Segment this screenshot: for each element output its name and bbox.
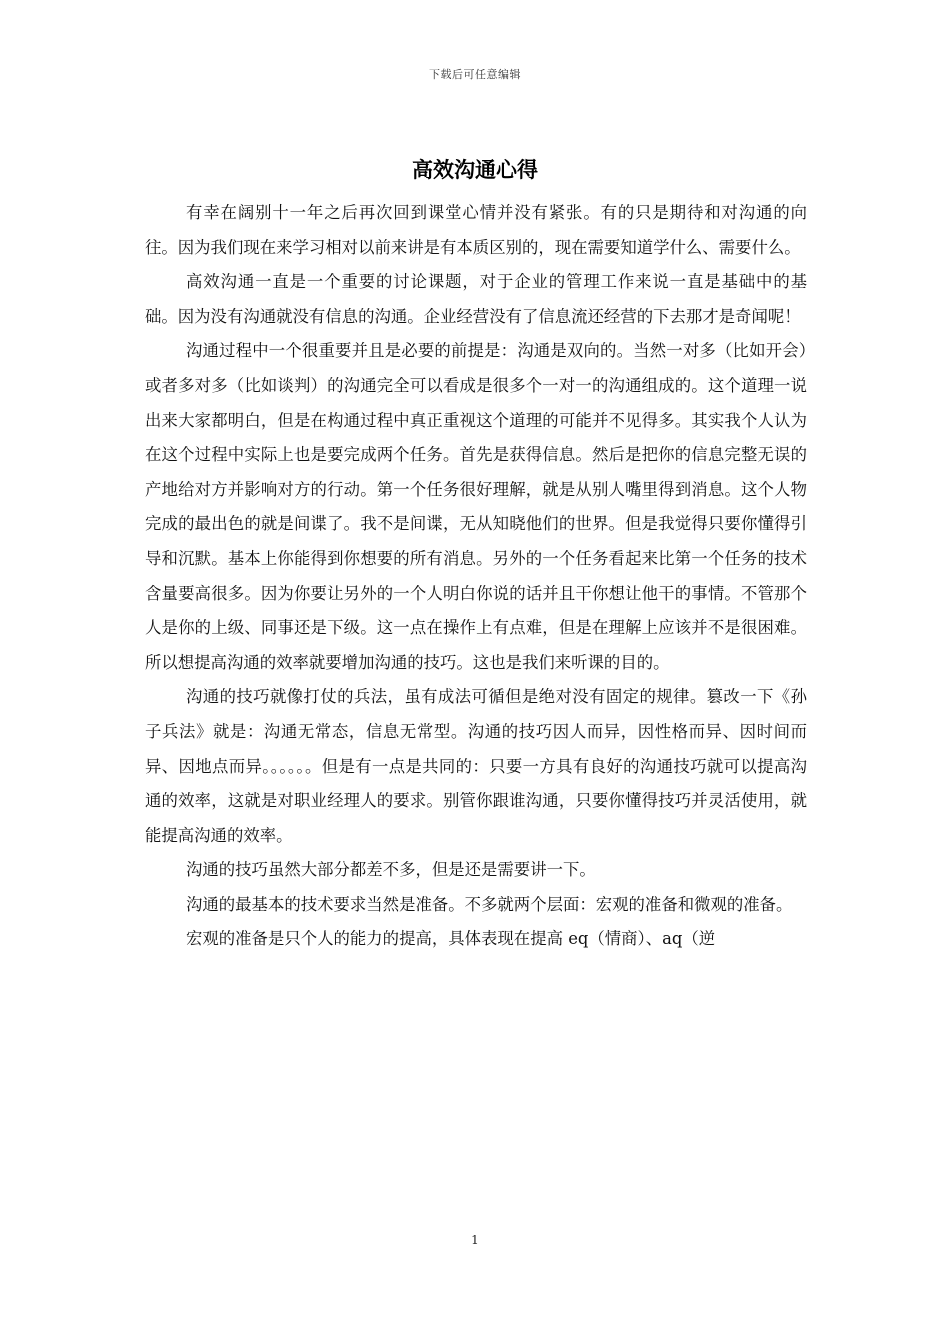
paragraph: 沟通的技巧就像打仗的兵法，虽有成法可循但是绝对没有固定的规律。篡改一下《孙子兵法》就是：沟通无常态，信息无常型。沟通的技巧因人而异，因性格而异、因时间而异、因地点而异。。。。。。但是有一点是共同的：只要一方具有良好的沟通技巧就可以提高沟通的效率，这就是对职业经理人的要求。别管你跟谁沟通，只要你懂得技巧并灵活使用，就能提高沟通的效率。 [145,687,807,845]
document-title: 高效沟通心得 [412,157,538,182]
document-body [145,196,807,957]
paragraph: 有幸在阔别十一年之后再次回到课堂心情并没有紧张。有的只是期待和对沟通的向往。因为我们现在来学习相对以前来讲是有本质区别的，现在需要知道学什么、需要什么。 [145,203,807,257]
page-number: 1 [471,1233,479,1247]
paragraph: 高效沟通一直是一个重要的讨论课题，对于企业的管理工作来说一直是基础中的基础。因为没有沟通就没有信息的沟通。企业经营没有了信息流还经营的下去那才是奇闻呢！ [145,272,807,326]
paragraph: 沟通过程中一个很重要并且是必要的前提是：沟通是双向的。当然一对多（比如开会）或者多对多（比如谈判）的沟通完全可以看成是很多个一对一的沟通组成的。这个道理一说出来大家都明白，但是在构通过程中真正重视这个道理的可能并不见得多。其实我个人认为在这个过程中实际上也是要完成两个任务。首先是获得信息。然后是把你的信息完整无误的产地给对方并影响对方的行动。第一个任务很好理解，就是从别人嘴里得到消息。这个人物完成的最出色的就是间谍了。我不是间谍，无从知晓他们的世界。但是我觉得只要你懂得引导和沉默。基本上你能得到你想要的所有消息。另外的一个任务看起来比第一个任务的技术含量要高很多。因为你要让另外的一个人明白你说的话并且干你想让他干的事情。不管那个人是你的上级、同事还是下级。这一点在操作上有点难，但是在理解上应该并不是很困难。所以想提高沟通的效率就要增加沟通的技巧。这也是我们来听课的目的。 [145,341,807,672]
paragraph: 沟通的最基本的技术要求当然是准备。不多就两个层面：宏观的准备和微观的准备。 [186,894,793,914]
paragraph: 宏观的准备是只个人的能力的提高，具体表现在提高 eq（情商）、aq（逆 [186,929,716,949]
header-note: 下载后可任意编辑 [429,68,521,81]
paragraph: 沟通的技巧虽然大部分都差不多，但是还是需要讲一下。 [186,860,596,880]
